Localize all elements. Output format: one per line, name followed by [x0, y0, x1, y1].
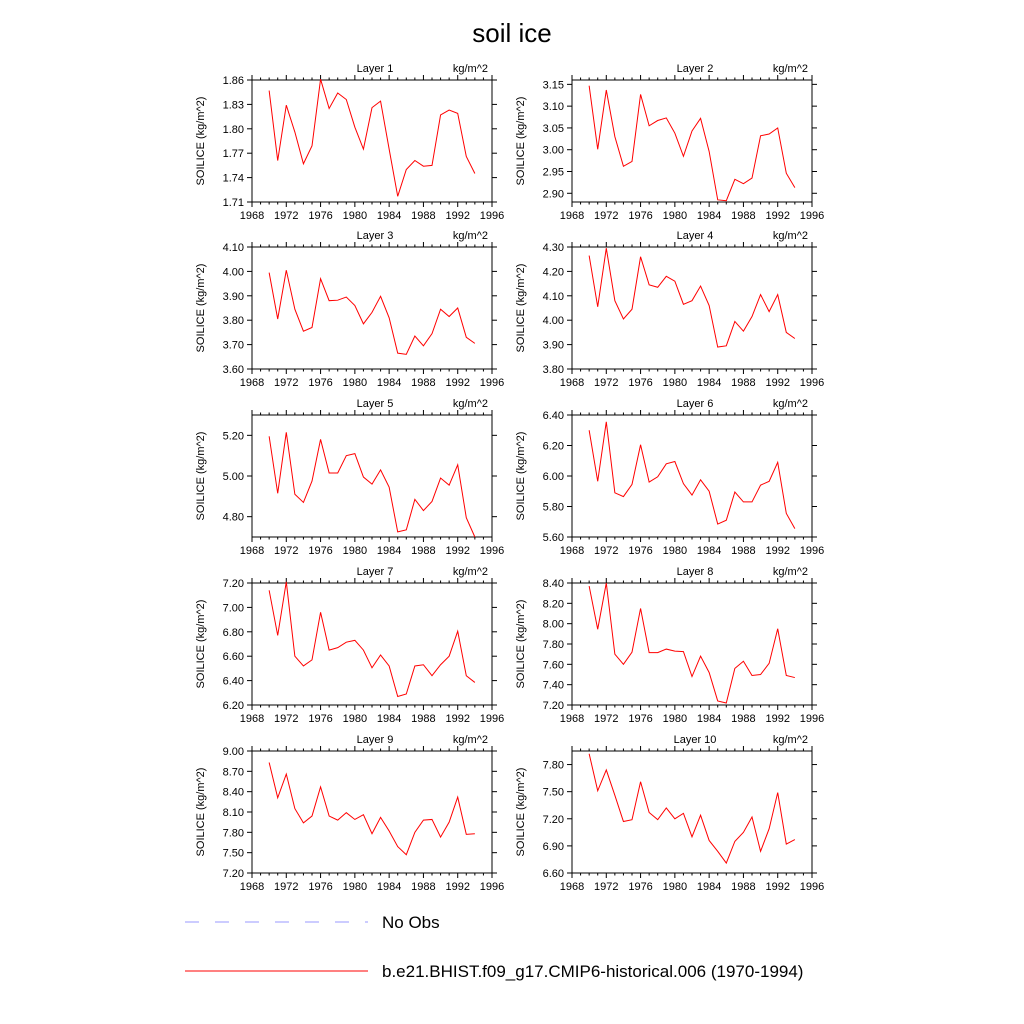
- legend-label-model: b.e21.BHIST.f09_g17.CMIP6-historical.006 (1970-1994): [382, 962, 804, 981]
- y-tick-label: 4.20: [542, 266, 564, 279]
- y-tick-label: 8.40: [542, 578, 564, 590]
- x-tick-label: 1976: [628, 377, 653, 389]
- x-tick-label: 1972: [594, 881, 619, 893]
- x-tick-label: 1980: [342, 545, 368, 557]
- panel-layer-4: [515, 230, 824, 389]
- plot-frame: [252, 247, 492, 369]
- x-tick-label: 1976: [628, 210, 653, 222]
- panel-units: kg/m^2: [452, 398, 488, 410]
- y-tick-label: 7.80: [222, 827, 244, 840]
- y-tick-label: 3.80: [222, 315, 244, 328]
- x-tick-label: 1996: [799, 210, 825, 222]
- y-axis-label: SOILICE (kg/m^2): [195, 599, 207, 689]
- x-tick-label: 1984: [696, 210, 722, 222]
- y-tick-label: 7.80: [542, 759, 564, 772]
- y-tick-label: 2.90: [542, 188, 564, 201]
- x-tick-label: 1980: [662, 545, 688, 557]
- x-tick-label: 1988: [731, 545, 756, 557]
- y-tick-label: 3.10: [542, 101, 564, 114]
- x-tick-label: 1976: [308, 881, 333, 893]
- panel-title: Layer 10: [673, 734, 717, 746]
- y-axis-label: SOILICE (kg/m^2): [515, 96, 527, 186]
- x-tick-label: 1976: [628, 713, 653, 725]
- x-tick-label: 1996: [479, 545, 505, 557]
- x-tick-label: 1972: [274, 377, 299, 389]
- series-line: [589, 583, 795, 703]
- x-tick-label: 1972: [594, 377, 619, 389]
- panel-layer-5: [195, 398, 504, 557]
- panel-units: kg/m^2: [772, 566, 808, 578]
- x-tick-label: 1984: [696, 545, 722, 557]
- plot-frame: [572, 247, 812, 369]
- series-line: [269, 582, 475, 697]
- y-axis-label: SOILICE (kg/m^2): [195, 96, 207, 186]
- y-tick-label: 3.90: [542, 339, 564, 352]
- x-tick-label: 1972: [274, 881, 299, 893]
- panel-units: kg/m^2: [452, 230, 488, 242]
- y-tick-label: 8.70: [222, 766, 244, 779]
- panel-units: kg/m^2: [452, 63, 488, 75]
- x-tick-label: 1996: [799, 713, 825, 725]
- series-line: [269, 270, 475, 354]
- panel-title: Layer 1: [356, 63, 394, 75]
- x-tick-label: 1980: [342, 210, 368, 222]
- series-line: [269, 79, 475, 196]
- y-tick-label: 4.80: [222, 511, 244, 524]
- x-tick-label: 1976: [308, 545, 333, 557]
- x-tick-label: 1984: [376, 881, 402, 893]
- x-tick-label: 1992: [445, 210, 470, 222]
- x-tick-label: 1972: [594, 713, 619, 725]
- y-tick-label: 3.60: [222, 364, 244, 376]
- x-tick-label: 1996: [799, 881, 825, 893]
- y-tick-label: 4.10: [542, 290, 564, 303]
- panel-layer-6: [515, 398, 824, 557]
- x-tick-label: 1976: [628, 881, 653, 893]
- plot-frame: [252, 751, 492, 873]
- x-tick-label: 1992: [765, 881, 790, 893]
- plot-frame: [252, 583, 492, 705]
- panel-title: Layer 8: [676, 566, 714, 578]
- y-tick-label: 9.00: [222, 746, 244, 758]
- x-tick-label: 1968: [559, 545, 585, 557]
- x-tick-label: 1968: [239, 713, 265, 725]
- y-tick-label: 3.90: [222, 290, 244, 303]
- x-tick-label: 1988: [731, 377, 756, 389]
- x-tick-label: 1988: [411, 210, 436, 222]
- x-tick-label: 1988: [411, 377, 436, 389]
- x-tick-label: 1984: [376, 377, 402, 389]
- x-tick-label: 1972: [274, 210, 299, 222]
- x-tick-label: 1968: [559, 377, 585, 389]
- x-tick-label: 1988: [731, 881, 756, 893]
- y-axis-label: SOILICE (kg/m^2): [195, 767, 207, 857]
- x-tick-label: 1980: [662, 713, 688, 725]
- series-line: [269, 432, 475, 537]
- x-tick-label: 1988: [731, 210, 756, 222]
- y-axis-label: SOILICE (kg/m^2): [515, 431, 527, 521]
- panel-units: kg/m^2: [772, 63, 808, 75]
- plot-frame: [252, 80, 492, 202]
- y-tick-label: 6.60: [222, 651, 244, 664]
- x-tick-label: 1988: [731, 713, 756, 725]
- panel-title: Layer 2: [676, 63, 714, 75]
- panel-title: Layer 3: [356, 230, 394, 242]
- x-tick-label: 1980: [342, 377, 368, 389]
- y-tick-label: 7.50: [542, 786, 564, 799]
- x-tick-label: 1984: [696, 881, 722, 893]
- x-tick-label: 1992: [445, 881, 470, 893]
- plot-frame: [252, 415, 492, 537]
- y-tick-label: 4.30: [542, 242, 564, 254]
- y-tick-label: 1.71: [222, 197, 244, 209]
- y-tick-label: 2.95: [542, 166, 564, 179]
- y-tick-label: 5.60: [542, 532, 564, 544]
- figure-title: soil ice: [472, 18, 552, 48]
- x-tick-label: 1980: [342, 713, 368, 725]
- y-tick-label: 5.80: [542, 501, 564, 514]
- panel-units: kg/m^2: [452, 566, 488, 578]
- x-tick-label: 1992: [445, 377, 470, 389]
- panel-layer-9: [195, 734, 504, 893]
- x-tick-label: 1980: [662, 210, 688, 222]
- x-tick-label: 1984: [376, 210, 402, 222]
- x-tick-label: 1992: [445, 545, 470, 557]
- x-tick-label: 1968: [239, 210, 265, 222]
- y-tick-label: 7.00: [222, 602, 244, 615]
- x-tick-label: 1988: [411, 713, 436, 725]
- y-tick-label: 7.20: [542, 813, 564, 826]
- x-tick-label: 1992: [765, 210, 790, 222]
- y-tick-label: 8.40: [222, 786, 244, 799]
- y-tick-label: 6.80: [222, 626, 244, 639]
- x-tick-label: 1984: [376, 545, 402, 557]
- panel-title: Layer 6: [676, 398, 714, 410]
- y-tick-label: 7.20: [222, 578, 244, 590]
- x-tick-label: 1980: [662, 377, 688, 389]
- x-tick-label: 1976: [308, 210, 333, 222]
- legend: [185, 913, 803, 981]
- y-tick-label: 4.00: [222, 266, 244, 279]
- x-tick-label: 1968: [559, 210, 585, 222]
- x-tick-label: 1976: [308, 377, 333, 389]
- panel-layer-3: [195, 230, 504, 389]
- x-tick-label: 1972: [274, 545, 299, 557]
- y-tick-label: 4.10: [222, 242, 244, 254]
- x-tick-label: 1996: [799, 377, 825, 389]
- series-line: [589, 248, 795, 347]
- x-tick-label: 1984: [376, 713, 402, 725]
- panel-layer-2: [515, 63, 824, 222]
- x-tick-label: 1972: [594, 210, 619, 222]
- y-tick-label: 3.15: [542, 79, 564, 92]
- x-tick-label: 1980: [662, 881, 688, 893]
- x-tick-label: 1984: [696, 377, 722, 389]
- panel-grid: [195, 63, 824, 893]
- y-tick-label: 7.60: [542, 659, 564, 672]
- y-tick-label: 6.90: [542, 840, 564, 853]
- x-tick-label: 1996: [479, 377, 505, 389]
- y-tick-label: 6.20: [222, 700, 244, 712]
- panel-title: Layer 7: [356, 566, 394, 578]
- x-tick-label: 1996: [479, 713, 505, 725]
- y-tick-label: 7.40: [542, 679, 564, 692]
- y-tick-label: 3.70: [222, 339, 244, 352]
- x-tick-label: 1968: [559, 713, 585, 725]
- y-tick-label: 1.83: [222, 99, 244, 112]
- y-tick-label: 1.80: [222, 123, 244, 136]
- y-axis-label: SOILICE (kg/m^2): [195, 431, 207, 521]
- x-tick-label: 1992: [765, 713, 790, 725]
- series-line: [589, 86, 795, 201]
- y-tick-label: 1.74: [222, 172, 244, 185]
- y-tick-label: 5.00: [222, 471, 244, 483]
- x-tick-label: 1976: [308, 713, 333, 725]
- series-line: [589, 754, 795, 863]
- legend-label-no-obs: No Obs: [382, 913, 440, 932]
- y-axis-label: SOILICE (kg/m^2): [515, 263, 527, 353]
- panel-layer-7: [195, 566, 504, 725]
- panel-layer-10: [515, 734, 824, 893]
- plot-frame: [572, 751, 812, 873]
- x-tick-label: 1988: [411, 545, 436, 557]
- x-tick-label: 1972: [274, 713, 299, 725]
- series-line: [269, 763, 475, 855]
- y-tick-label: 6.00: [542, 471, 564, 483]
- y-tick-label: 1.77: [222, 148, 244, 161]
- y-axis-label: SOILICE (kg/m^2): [515, 599, 527, 689]
- x-tick-label: 1988: [411, 881, 436, 893]
- series-line: [589, 422, 795, 529]
- x-tick-label: 1968: [239, 377, 265, 389]
- panel-units: kg/m^2: [452, 734, 488, 746]
- x-tick-label: 1972: [594, 545, 619, 557]
- panel-units: kg/m^2: [772, 734, 808, 746]
- y-tick-label: 3.80: [542, 364, 564, 376]
- y-tick-label: 5.20: [222, 430, 244, 443]
- panel-units: kg/m^2: [772, 398, 808, 410]
- panel-title: Layer 5: [356, 398, 394, 410]
- x-tick-label: 1968: [559, 881, 585, 893]
- y-tick-label: 4.00: [542, 315, 564, 328]
- y-tick-label: 3.05: [542, 122, 564, 135]
- panel-title: Layer 4: [676, 230, 714, 242]
- x-tick-label: 1996: [799, 545, 825, 557]
- x-tick-label: 1992: [765, 545, 790, 557]
- y-tick-label: 3.00: [542, 144, 564, 157]
- y-axis-label: SOILICE (kg/m^2): [515, 767, 527, 857]
- x-tick-label: 1992: [765, 377, 790, 389]
- y-tick-label: 8.00: [542, 618, 564, 631]
- x-tick-label: 1992: [445, 713, 470, 725]
- panel-layer-1: [195, 63, 504, 222]
- x-tick-label: 1984: [696, 713, 722, 725]
- y-tick-label: 6.60: [542, 868, 564, 880]
- y-tick-label: 7.50: [222, 847, 244, 860]
- y-tick-label: 7.20: [542, 700, 564, 712]
- x-tick-label: 1996: [479, 210, 505, 222]
- y-tick-label: 6.40: [542, 410, 564, 422]
- x-tick-label: 1980: [342, 881, 368, 893]
- panel-units: kg/m^2: [772, 230, 808, 242]
- x-tick-label: 1996: [479, 881, 505, 893]
- y-tick-label: 8.20: [542, 598, 564, 611]
- panel-layer-8: [515, 566, 824, 725]
- y-tick-label: 6.20: [542, 440, 564, 453]
- x-tick-label: 1968: [239, 881, 265, 893]
- y-tick-label: 8.10: [222, 807, 244, 819]
- y-tick-label: 7.80: [542, 639, 564, 651]
- panel-title: Layer 9: [356, 734, 394, 746]
- y-tick-label: 7.20: [222, 868, 244, 880]
- y-axis-label: SOILICE (kg/m^2): [195, 263, 207, 353]
- y-tick-label: 6.40: [222, 675, 244, 688]
- y-tick-label: 1.86: [222, 75, 244, 87]
- x-tick-label: 1976: [628, 545, 653, 557]
- x-tick-label: 1968: [239, 545, 265, 557]
